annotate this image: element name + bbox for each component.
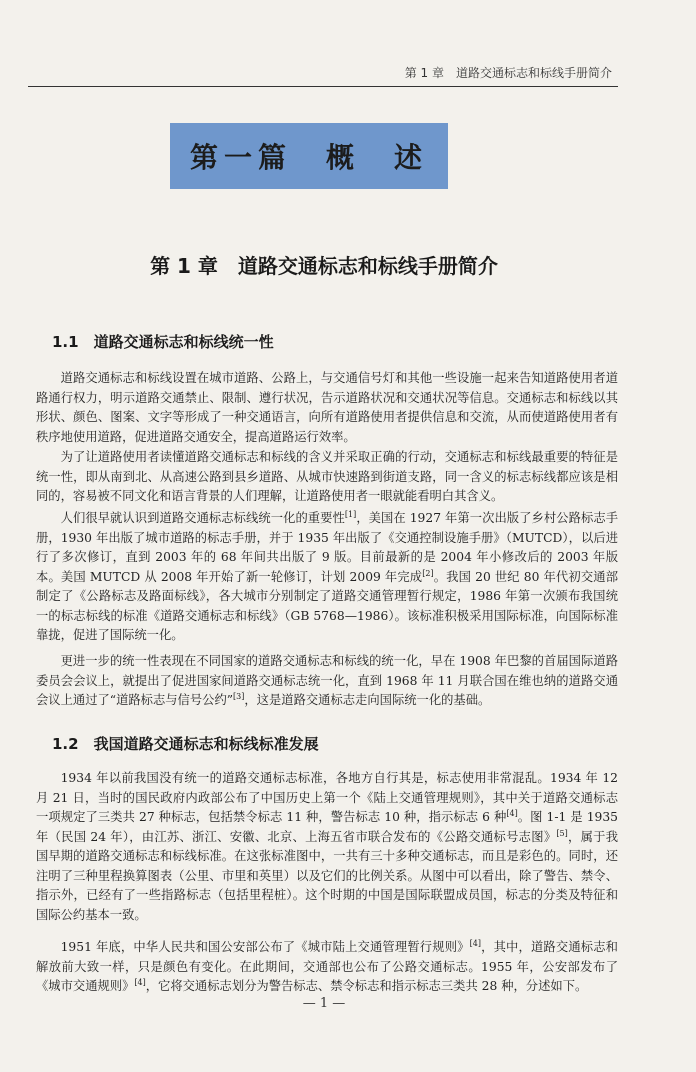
citation-marker: [4] bbox=[506, 808, 518, 818]
section-title-1-2: 1.2 我国道路交通标志和标线标准发展 bbox=[52, 735, 319, 753]
paragraph: 人们很早就认识到道路交通标志标线统一化的重要性[1]，美国在 1927 年第一次出版了乡村公路标志手册，1930 年出版了城市道路的标志手册，并于 1935 年出版了《交通控制设施手册》（MUTCD），以后进行了多次修订，直到 2003 年的 68 年间共出版了 9 版。目前最新的是 2004 年小修改后的 2003 年版本。美国 MUTCD 从 2008 年开始了新一轮修订，计划 2009 年完成[2]。我国 20 世纪 80 年代初交通部制定了《公路标志及路面标线》，各大城市分别制定了道路交通管理暂行规定，1986 年第一次颁布我国统一的标志标线的标准《道路交通标志和标线》（GB 5768—1986）。该标准积极采用国际标准，向国际标准靠拢，促进了国际统一化。 bbox=[36, 509, 619, 642]
citation-marker: [4] bbox=[469, 938, 481, 948]
citation-marker: [1] bbox=[344, 509, 357, 519]
citation-marker: [5] bbox=[556, 828, 568, 838]
paragraph: 道路交通标志和标线设置在城市道路、公路上，与交通信号灯和其他一些设施一起来告知道路使用者道路通行权力，明示道路交通禁止、限制、遵行状况，告示道路状况和交通状况等信息。交通标志和标线以其形状、颜色、图案、文字等形成了一种交通语言，向所有道路使用者提供信息和交流，从而使道路使用者有秩序地使用道路，促进道路交通安全，提高道路运行效率。 bbox=[36, 371, 618, 444]
section-title-1-1: 1.1 道路交通标志和标线统一性 bbox=[52, 333, 274, 351]
paragraph: 1934 年以前我国没有统一的道路交通标志标准，各地方自行其是，标志使用非常混乱。1934 年 12 月 21 日，当时的国民政府内政部公布了中国历史上第一个《陆上交通管理规则》，其中关于道路交通标志一项规定了三类共 27 种标志，包括禁令标志 11 种，警告标志 10 种，指示标志 6 种[4]。图 1-1 是 1935 年（民国 24 年），由江苏、浙江、安徽、北京、上海五省市联合发布的《公路交通标号志图》[5]，属于我国早期的道路交通标志和标线标准。在这张标准图中，一共有三十多种交通标志，而且是彩色的。同时，还注明了三种里程换算图表（公里、市里和英里）以及它们的比例关系。从图中可以看出，除了警告、禁令、指示外，已经有了一些指路标志（包括里程桩）。这个时期的中国是国际联盟成员国，标志的分类及特征和国际公约基本一致。 bbox=[36, 771, 618, 922]
paragraph: 为了让道路使用者读懂道路交通标志和标线的含义并采取正确的行动，交通标志和标线最重要的特征是统一性，即从南到北、从高速公路到县乡道路、从城市快速路到街道支路，同一含义的标志标线都应该是相同的，容易被不同文化和语言背景的人们理解，让道路使用者一眼就能看明白其含义。 bbox=[36, 450, 618, 503]
citation-marker: [3] bbox=[233, 691, 245, 701]
citation-marker: [4] bbox=[134, 977, 146, 987]
paragraph: 1951 年底，中华人民共和国公安部公布了《城市陆上交通管理暂行规则》[4]，其中，道路交通标志和解放前大致一样，只是颜色有变化。在此期间，交通部也公布了公路交通标志。1955 年，公安部发布了《城市交通规则》[4]，它将交通标志划分为警告标志、禁令标志和指示标志三类共 28 种，分述如下。 bbox=[36, 938, 618, 993]
paragraph: 更进一步的统一性表现在不同国家的道路交通标志和标线的统一化，早在 1908 年巴黎的首届国际道路委员会会议上，就提出了促进国家间道路交通标志统一化，直到 1968 年 11 月联合国在维也纳的道路交通会议上通过了“道路标志与信号公约”[3]，这是道路交通标志走向国际统一化的基础。 bbox=[36, 654, 618, 707]
part-title: 第一篇 概 述 bbox=[189, 141, 428, 174]
chapter-title: 第 1 章 道路交通标志和标线手册简介 bbox=[150, 254, 498, 278]
part-banner bbox=[170, 123, 448, 189]
citation-marker: [2] bbox=[422, 568, 434, 578]
running-header: 第 1 章 道路交通标志和标线手册简介 bbox=[404, 66, 612, 80]
page-number: — 1 — bbox=[302, 996, 346, 1011]
header-rule bbox=[28, 86, 618, 87]
